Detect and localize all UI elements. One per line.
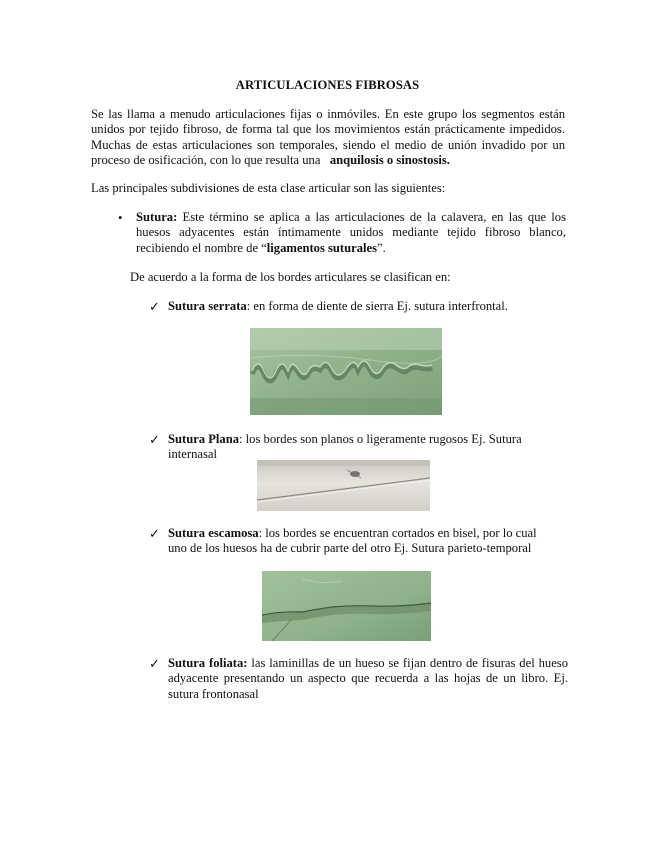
check-icon: ✓ (149, 299, 160, 314)
foliata-line: adyacente presentando un aspecto que recuerda a las hojas de un libro. Ej. (168, 671, 568, 686)
sutura-line (136, 241, 566, 256)
sutura-escamosa-photo (262, 571, 431, 641)
sutura-escamosa-item (168, 526, 568, 557)
intro-bold-term: anquilosis o sinostosis. (329, 152, 450, 167)
sutura-line: huesos adyacentes están íntimamente unidos mediante tejido fibroso blanco, (136, 225, 566, 240)
sutura-term: Sutura: (136, 210, 178, 224)
intro-line (91, 153, 565, 168)
intro-line: unidos por tejido fibroso, de forma tal que los movimientos están prácticamente impedidos. (91, 122, 565, 137)
sutura-serrata-photo (250, 328, 442, 415)
foliata-line: sutura frontonasal (168, 686, 259, 701)
bullet-icon: • (118, 210, 123, 225)
check-icon: ✓ (149, 432, 160, 447)
check-icon: ✓ (149, 526, 160, 541)
sutura-text: Este término se aplica a las articulaciones de la calavera, en las que los (177, 210, 566, 224)
check-icon: ✓ (149, 656, 160, 671)
page-title: ARTICULACIONES FIBROSAS (235, 78, 420, 92)
type-term: Sutura escamosa (168, 526, 259, 540)
sutura-serrata-item (168, 299, 568, 314)
sutura-plana-item (168, 432, 568, 463)
type-term: Sutura foliata: (168, 656, 248, 670)
intro-paragraph (91, 107, 565, 168)
intro-line: Se las llama a menudo articulaciones fijas o inmóviles. En este grupo los segmentos están (91, 107, 565, 121)
foliata-line (168, 656, 568, 671)
type-text: : en forma de diente de sierra Ej. sutura interfrontal. (246, 299, 508, 313)
subdivisions-text: Las principales subdivisiones de esta clase articular son las siguientes: (91, 181, 446, 195)
sutura-plana-photo (257, 460, 430, 511)
type-text: uno de los huesos ha de cubrir parte del otro Ej. Sutura parieto-temporal (168, 541, 532, 556)
type-term: Sutura Plana (168, 432, 240, 446)
sutura-text: recibiendo el nombre de “ (136, 240, 267, 255)
type-term: Sutura serrata (168, 299, 247, 313)
sutura-definition (136, 210, 566, 256)
intro-line-text: proceso de osificación, con lo que resulta una (91, 152, 324, 167)
forms-intro: De acuerdo a la forma de los bordes articulares se clasifican en: (130, 270, 451, 284)
sutura-line (136, 210, 566, 225)
type-text: : los bordes son planos o ligeramente rugosos Ej. Sutura (239, 432, 522, 446)
type-text: : los bordes se encuentran cortados en bisel, por lo cual (258, 526, 537, 540)
sutura-foliata-item (168, 656, 568, 702)
sutura-text: ”. (376, 240, 386, 255)
intro-line: Muchas de estas articulaciones son temporales, siendo el medio de unión invadido por un (91, 137, 565, 152)
type-text: las laminillas de un hueso se fijan dentro de fisuras del hueso (247, 656, 568, 670)
type-text: internasal (168, 447, 217, 462)
sutura-bold-term: ligamentos suturales (266, 240, 377, 255)
